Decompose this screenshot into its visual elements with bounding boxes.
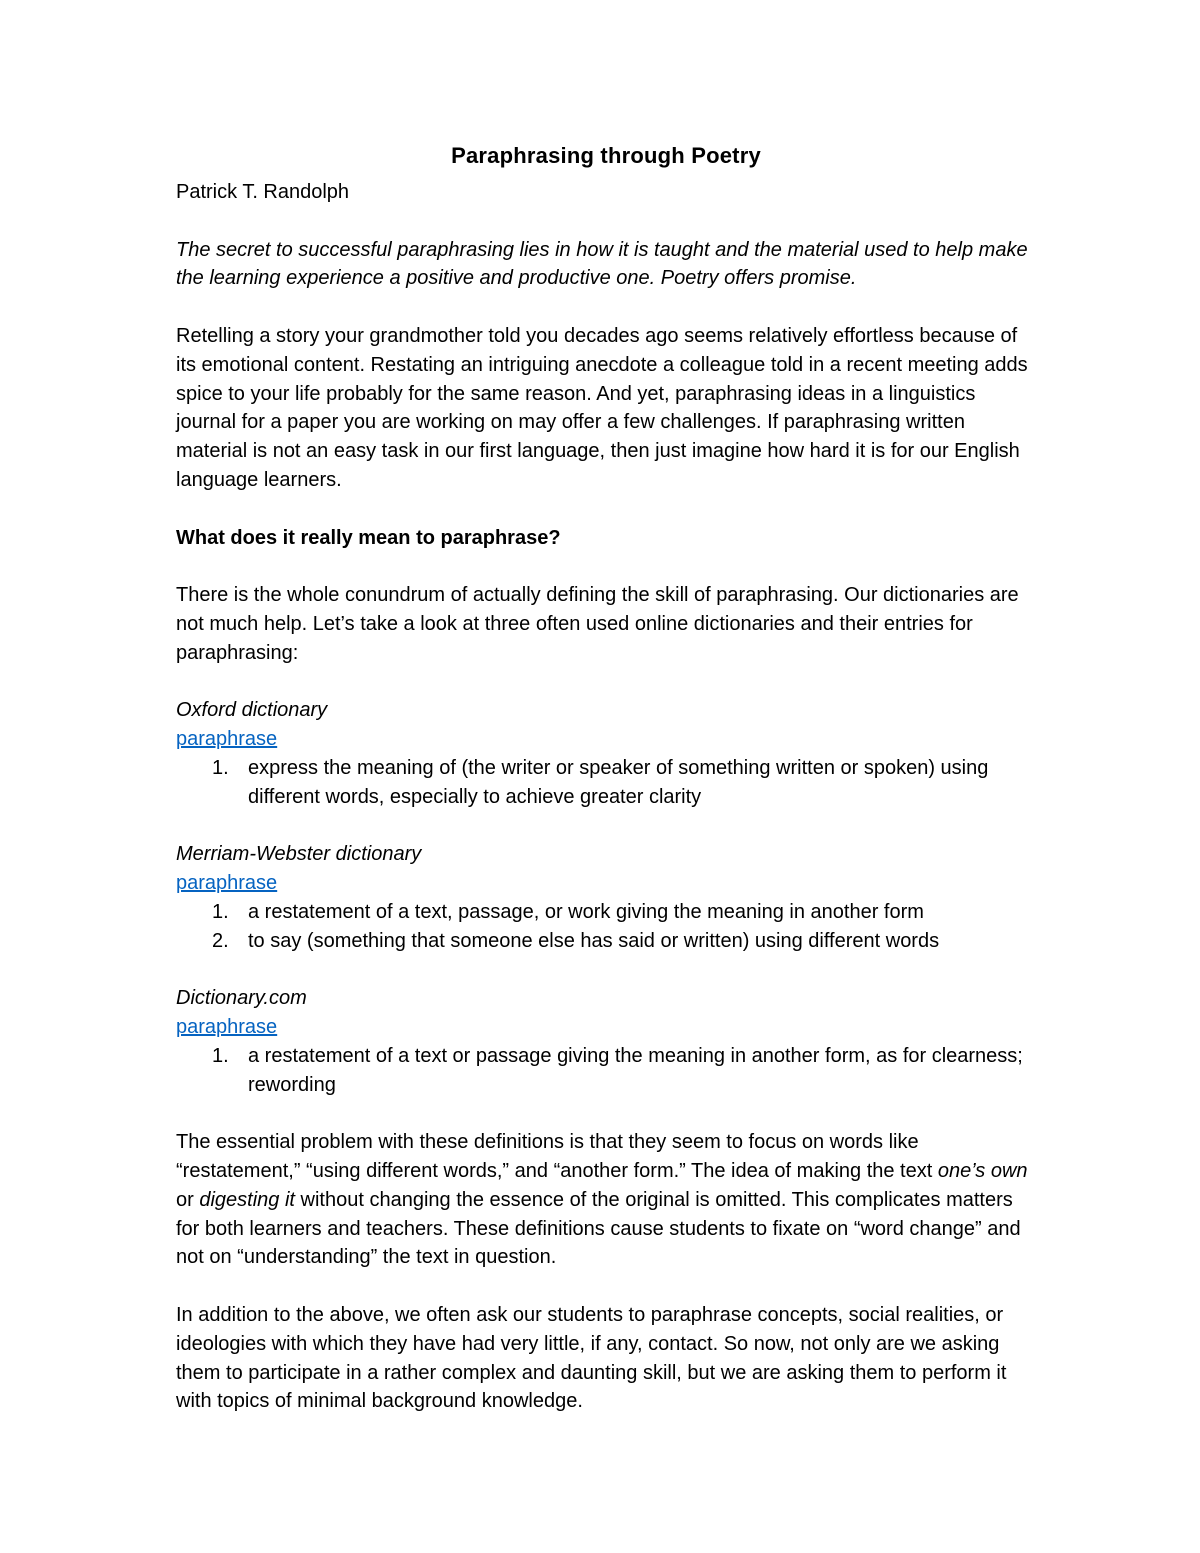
paraphrase-link[interactable]: paraphrase	[176, 872, 278, 895]
problem-paragraph	[176, 1128, 1036, 1272]
definition-text: express the meaning of (the writer or speaker of something written or spoken) using different words, especially to achieve greater clarity	[248, 756, 989, 808]
definition-list	[176, 754, 1036, 812]
definition-text: to say (something that someone else has said or written) using different words	[248, 929, 940, 952]
closing-paragraph: In addition to the above, we often ask our students to paraphrase concepts, social realities, or ideologies with which they have had very little, if any, contact. So now, not only are we asking them to participate in a rather complex and daunting skill, but we are asking them to perform it with topics of minimal background knowledge.	[176, 1304, 1007, 1413]
definition-list	[176, 1042, 1036, 1100]
dictionary-entry-merriam-webster	[176, 840, 1036, 955]
paraphrase-link[interactable]: paraphrase	[176, 1016, 278, 1039]
dictionary-name: Merriam-Webster dictionary	[176, 843, 422, 866]
problem-text-part: or	[176, 1188, 200, 1211]
emphasis-text: one’s own	[937, 1160, 1028, 1183]
dictionary-name: Dictionary.com	[176, 987, 307, 1010]
definition-text: a restatement of a text, passage, or work giving the meaning in another form	[248, 900, 924, 923]
dictionary-entry-oxford	[176, 696, 1036, 811]
intro-paragraph: Retelling a story your grandmother told you decades ago seems relatively effortless because of its emotional content. Restating an intriguing anecdote a colleague told in a recent meeting adds spice to your life probably for the same reason. And yet, paraphrasing ideas in a linguistics journal for a paper you are working on may offer a few challenges. If paraphrasing written material is not an easy task in our first language, then just imagine how hard it is for our English language learners.	[176, 324, 1028, 491]
document-title: Paraphrasing through Poetry	[451, 143, 761, 168]
paraphrase-link[interactable]: paraphrase	[176, 728, 278, 751]
document-body	[176, 142, 1036, 1445]
definition-list	[176, 898, 1036, 956]
dictionary-name: Oxford dictionary	[176, 699, 328, 722]
definition-item	[176, 1042, 1036, 1100]
section-heading: What does it really mean to paraphrase?	[176, 526, 561, 549]
definitions-intro-paragraph: There is the whole conundrum of actually defining the skill of paraphrasing. Our dictionaries are not much help. Let’s take a look at three often used online dictionaries and their entries for paraphrasing:	[176, 584, 1019, 664]
author-name: Patrick T. Randolph	[176, 181, 350, 203]
dictionary-entry-dictionary-com	[176, 984, 1036, 1099]
problem-text-part: The essential problem with these definitions is that they seem to focus on words like “restatement,” “using different words,” and “another form.” The idea of making the text	[176, 1131, 938, 1183]
definition-item	[176, 927, 1036, 956]
definition-number: 2.	[212, 929, 229, 952]
definition-item	[176, 898, 1036, 927]
definition-item	[176, 754, 1036, 812]
lead-paragraph: The secret to successful paraphrasing lies in how it is taught and the material used to help make the learning experience a positive and productive one. Poetry offers promise.	[176, 238, 1028, 290]
definition-number: 1.	[212, 756, 229, 779]
emphasis-text: digesting it	[199, 1188, 295, 1211]
definition-text: a restatement of a text or passage giving the meaning in another form, as for clearness; rewording	[248, 1044, 1023, 1096]
definition-number: 1.	[212, 900, 229, 923]
problem-text-part: without changing the essence of the original is omitted. This complicates matters for both learners and teachers. These definitions cause students to fixate on “word change” and not on “understanding” the text in question.	[176, 1188, 1021, 1269]
definition-number: 1.	[212, 1044, 229, 1067]
